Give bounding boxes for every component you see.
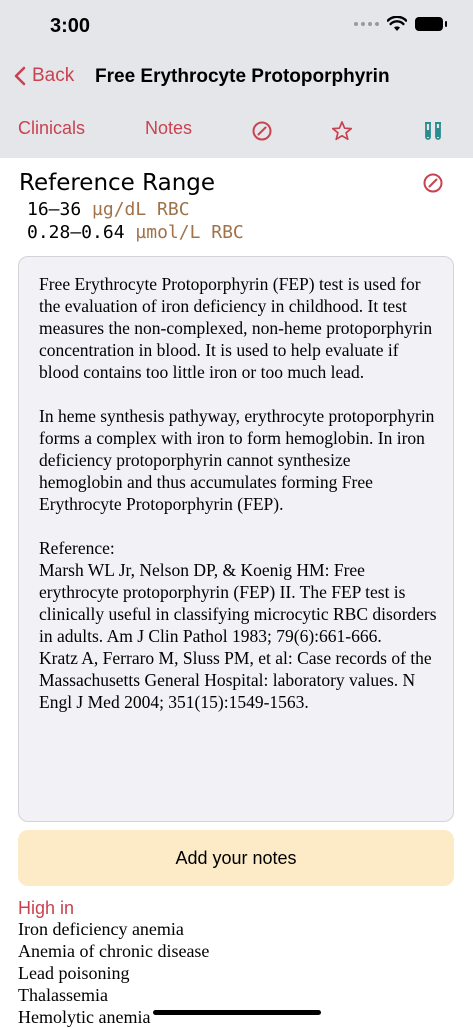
list-item: Thalassemia xyxy=(18,985,108,1005)
high-in-label: High in xyxy=(18,898,75,918)
slash-circle-icon[interactable] xyxy=(422,172,444,194)
range-unit: µmol/L RBC xyxy=(135,222,244,243)
back-label: Back xyxy=(32,65,75,86)
status-icons xyxy=(354,16,443,32)
home-indicator xyxy=(153,1010,321,1015)
reference-range-row xyxy=(27,199,190,220)
nav-bar xyxy=(0,60,473,94)
header xyxy=(0,0,473,158)
star-icon[interactable] xyxy=(331,120,353,142)
reference-range-row xyxy=(27,222,244,243)
list-item: Iron deficiency anemia xyxy=(18,919,184,939)
description-card xyxy=(18,256,454,822)
wifi-icon xyxy=(387,16,407,32)
status-time: 3:00 xyxy=(50,15,91,37)
list-item: Hemolytic anemia xyxy=(18,1007,151,1027)
reference-paragraph: Reference: Marsh WL Jr, Nelson DP, & Koenig HM: Free erythrocyte protoporphyrin (FEP) II. The FEP test is clinically useful in classifying microcytic RBC disorders in adults. Am J Clin Pathol 1983; 79(6):661-666. Kratz A, Ferraro M, Sluss PM, et al: Case records of the Massachusetts General Hospital: laboratory values. N Engl J Med 2004; 351(15):1549-1563. xyxy=(39,538,437,712)
description-paragraph: Free Erythrocyte Protoporphyrin (FEP) test is used for the evaluation of iron deficiency in childhood. It test measures the non-complexed, non-heme protoporphyrin concentration in blood. It is used to help evaluate if blood contains too little iron or too much lead. xyxy=(39,274,433,382)
list-item: Lead poisoning xyxy=(18,963,130,983)
back-button[interactable] xyxy=(14,65,74,87)
cellular-signal-icon xyxy=(354,22,379,26)
battery-icon xyxy=(415,17,443,31)
range-value: 0.28–0.64 xyxy=(27,222,125,243)
page-title: Free Erythrocyte Protoporphyrin xyxy=(95,66,390,87)
toolbar xyxy=(0,112,473,148)
list-item: Anemia of chronic disease xyxy=(18,941,210,961)
range-value: 16–36 xyxy=(27,199,82,220)
tab-clinicals[interactable]: Clinicals xyxy=(18,118,86,138)
chevron-left-icon xyxy=(14,66,26,86)
description-paragraph: In heme synthesis pathyway, erythrocyte protoporphyrin forms a complex with iron to form hemoglobin. In iron deficiency protoporphyrin cannot synthesize hemoglobin and thus accumulates forming Free Erythrocyte Protoporphyrin (FEP). xyxy=(39,406,435,514)
add-notes-button[interactable]: Add your notes xyxy=(18,830,454,886)
reference-range-title: Reference Range xyxy=(19,170,216,196)
test-tubes-icon[interactable] xyxy=(422,120,444,142)
tab-notes[interactable]: Notes xyxy=(145,118,193,138)
slash-circle-icon[interactable] xyxy=(251,120,273,142)
range-unit: µg/dL RBC xyxy=(92,199,190,220)
